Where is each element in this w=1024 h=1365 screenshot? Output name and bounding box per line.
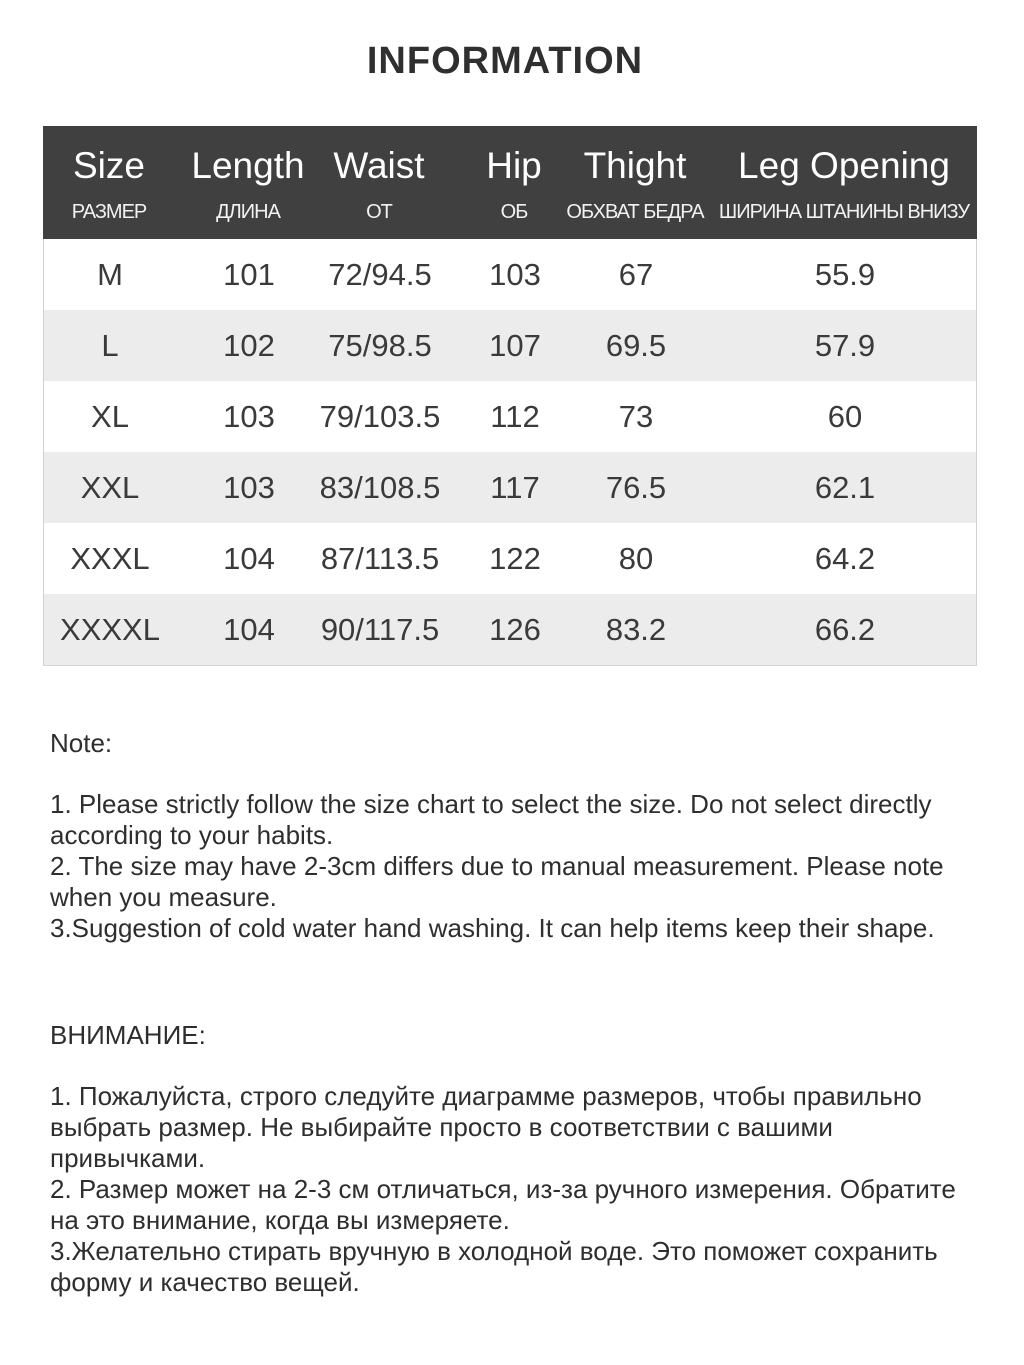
cell-length: 103 — [223, 470, 275, 505]
header-leg-opening — [703, 126, 985, 239]
header-waist — [309, 126, 449, 239]
header-hip-label: Hip — [486, 145, 542, 186]
table-row — [44, 594, 976, 665]
cell-thigh: 69.5 — [605, 328, 667, 363]
cell-thigh: 67 — [618, 257, 654, 292]
cell-thigh: 83.2 — [605, 612, 667, 647]
cell-waist: 75/98.5 — [328, 328, 432, 363]
header-thigh-sublabel: ОБХВАТ БЕДРА — [566, 201, 704, 223]
header-leg-opening-label: Leg Opening — [738, 145, 950, 186]
cell-leg-opening: 64.2 — [814, 541, 876, 576]
cell-size: XXXL — [70, 541, 150, 576]
note-ru-item: 3.Желательно стирать вручную в холодной воде. Это поможет сохранить форму и качество вещей. — [50, 1236, 938, 1297]
note-ru-section — [50, 1020, 970, 1298]
table-row — [44, 310, 976, 381]
cell-size: M — [97, 257, 123, 292]
header-hip — [454, 126, 574, 239]
cell-thigh: 80 — [618, 541, 654, 576]
cell-length: 102 — [223, 328, 275, 363]
cell-size: XXXXL — [60, 612, 160, 647]
header-length-label: Length — [191, 145, 305, 186]
header-waist-label: Waist — [333, 145, 425, 186]
note-en-heading: Note: — [50, 728, 113, 758]
cell-hip: 122 — [489, 541, 541, 576]
cell-length: 104 — [223, 541, 275, 576]
cell-size: L — [101, 328, 119, 363]
note-en-item: 1. Please strictly follow the size chart to select the size. Do not select directly according to your habits. — [50, 789, 932, 850]
header-thigh — [565, 126, 705, 239]
note-ru-item: 1. Пожалуйста, строго следуйте диаграмме размеров, чтобы правильно выбрать размер. Не выбирайте просто в соответствии с вашими привычками. — [50, 1081, 922, 1173]
header-waist-sublabel: ОТ — [366, 201, 392, 223]
cell-leg-opening: 57.9 — [814, 328, 876, 363]
cell-leg-opening: 55.9 — [814, 257, 876, 292]
cell-hip: 107 — [489, 328, 541, 363]
cell-hip: 112 — [490, 399, 540, 434]
cell-hip: 117 — [490, 470, 540, 505]
note-en-item: 3.Suggestion of cold water hand washing. It can help items keep their shape. — [50, 913, 935, 943]
header-length-sublabel: ДЛИНА — [216, 201, 280, 223]
table-row — [44, 381, 976, 452]
cell-length: 101 — [223, 257, 275, 292]
size-table — [43, 126, 977, 666]
note-ru-item: 2. Размер может на 2-3 см отличаться, из-за ручного измерения. Обратите на это внимание, когда вы измеряете. — [50, 1174, 956, 1235]
note-en-item: 2. The size may have 2-3cm differs due to manual measurement. Please note when you measure. — [50, 851, 944, 912]
table-row — [44, 523, 976, 594]
table-row — [44, 452, 976, 523]
cell-hip: 126 — [489, 612, 541, 647]
header-size-label: Size — [73, 145, 145, 186]
page-title: INFORMATION — [366, 40, 644, 82]
cell-thigh: 73 — [618, 399, 654, 434]
note-ru-heading: ВНИМАНИЕ: — [50, 1020, 206, 1050]
header-size-sublabel: РАЗМЕР — [71, 201, 147, 223]
cell-waist: 79/103.5 — [319, 399, 441, 434]
cell-length: 103 — [223, 399, 275, 434]
header-thigh-label: Thight — [583, 145, 687, 186]
cell-waist: 83/108.5 — [319, 470, 441, 505]
cell-leg-opening: 60 — [827, 399, 863, 434]
cell-length: 104 — [223, 612, 275, 647]
cell-waist: 90/117.5 — [320, 612, 440, 647]
cell-leg-opening: 66.2 — [814, 612, 876, 647]
header-length — [183, 126, 313, 239]
cell-leg-opening: 62.1 — [814, 470, 876, 505]
cell-size: XL — [91, 399, 129, 434]
note-en-section — [50, 728, 970, 944]
cell-size: XXL — [80, 470, 140, 505]
table-row — [44, 239, 976, 310]
header-leg-opening-sublabel: ШИРИНА ШТАНИНЫ ВНИЗУ — [718, 201, 970, 223]
table-header — [43, 126, 977, 239]
header-size — [43, 126, 175, 239]
cell-waist: 72/94.5 — [328, 257, 432, 292]
cell-thigh: 76.5 — [605, 470, 667, 505]
header-hip-sublabel: ОБ — [500, 201, 528, 223]
cell-waist: 87/113.5 — [320, 541, 440, 576]
cell-hip: 103 — [489, 257, 541, 292]
